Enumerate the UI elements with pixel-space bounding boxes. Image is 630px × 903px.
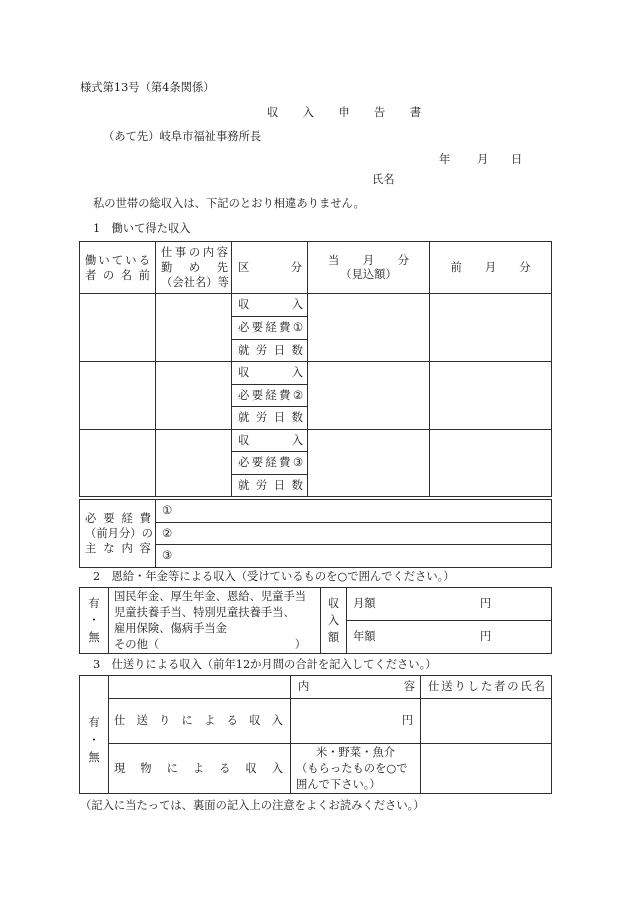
worker-header-line: 者 の 名 前 xyxy=(85,268,150,282)
content-header-label: 内 容 xyxy=(298,680,415,693)
cash-remittance-label: 仕 送 り に よ る 収 入 xyxy=(114,714,283,727)
section1-heading: 1 働いて得た収入 xyxy=(93,222,191,235)
previous-month-entry[interactable] xyxy=(430,362,552,430)
monthly-amount-label: 月額 xyxy=(353,597,376,610)
current-month-note: （見込額） xyxy=(340,267,397,281)
category-header xyxy=(232,242,308,294)
category-cell xyxy=(232,452,308,475)
job-header-line: 勤 め 先 xyxy=(161,261,228,274)
current-month-label: 当 月 分 xyxy=(328,253,409,267)
sender-header-label: 仕 送 り し た 者 の 氏 名 xyxy=(428,680,545,693)
section3-heading: 3 仕送りによる収入（前年12か月間の合計を記入してください。） xyxy=(93,658,437,671)
pension-presence-cell[interactable] xyxy=(80,588,109,654)
expense-item-1-entry[interactable] xyxy=(156,500,552,523)
worker-name-entry[interactable] xyxy=(80,362,156,430)
pension-income-table xyxy=(79,587,552,654)
section2-heading: 2 恩給・年金等による収入（受けているものを○で囲んでください。） xyxy=(93,570,455,583)
current-month-entry[interactable] xyxy=(308,294,430,362)
earned-income-table xyxy=(79,241,552,497)
category-cell xyxy=(232,385,308,407)
annual-amount-entry[interactable] xyxy=(347,621,552,654)
expense-item-number: ② xyxy=(162,526,173,540)
pension-types-cell[interactable] xyxy=(109,588,321,654)
job-entry[interactable] xyxy=(156,362,232,430)
category-header-label: 区 分 xyxy=(238,260,302,274)
worker-name-entry[interactable] xyxy=(80,294,156,362)
expenses-label-line: 必 要 経 費 xyxy=(85,512,151,525)
current-month-header xyxy=(308,242,430,294)
sender-header xyxy=(421,676,552,699)
category-cell xyxy=(232,430,308,452)
monthly-amount-entry[interactable] xyxy=(347,588,552,621)
category-expense-label: 必 要 経 費 ① xyxy=(238,321,303,334)
date-day-label: 日 xyxy=(511,153,523,166)
expense-item-2-entry[interactable] xyxy=(156,523,552,545)
category-cell xyxy=(232,340,308,362)
worker-name-entry[interactable] xyxy=(80,430,156,497)
annual-amount-label: 年額 xyxy=(353,630,376,643)
job-header-line: （ 会 社 名 ） 等 xyxy=(161,276,229,289)
previous-month-entry[interactable] xyxy=(430,430,552,497)
expenses-label-line: 主 な 内 容 xyxy=(85,542,151,555)
date-year-label: 年 xyxy=(439,153,451,166)
category-expense-label: 必 要 経 費 ② xyxy=(238,388,303,402)
worker-header-line: 働 い て い る xyxy=(85,253,150,267)
category-income-label: 収 入 xyxy=(238,298,303,311)
expense-item-number: ① xyxy=(162,504,173,517)
category-cell xyxy=(232,475,308,497)
previous-month-header xyxy=(430,242,552,294)
category-workdays-label: 就 労 日 数 xyxy=(238,343,303,357)
expenses-detail-table xyxy=(79,499,552,568)
expenses-detail-label xyxy=(80,500,156,568)
category-cell xyxy=(232,407,308,430)
category-workdays-label: 就 労 日 数 xyxy=(238,478,303,492)
expense-item-3-entry[interactable] xyxy=(156,545,552,568)
content-header xyxy=(291,676,421,699)
category-workdays-label: 就 労 日 数 xyxy=(238,411,303,424)
date-month-label: 月 xyxy=(477,153,489,166)
pension-type-line: 雇用保険、傷病手当金 xyxy=(114,621,227,635)
current-month-entry[interactable] xyxy=(308,430,430,497)
pension-type-line: 国民年金、厚生年金、恩給、児童手当 xyxy=(114,589,307,603)
in-kind-label: 現 物 に よ る 収 入 xyxy=(114,761,283,775)
in-kind-instruction-line: （もらったものを○で xyxy=(296,761,408,775)
annual-yen-unit: 円 xyxy=(480,630,492,643)
remittance-presence-cell[interactable] xyxy=(80,676,109,794)
job-entry[interactable] xyxy=(156,294,232,362)
pension-type-line: 児童扶養手当、特別児童扶養手当、 xyxy=(114,605,295,619)
category-cell xyxy=(232,317,308,340)
monthly-yen-unit: 円 xyxy=(480,597,492,610)
category-cell xyxy=(232,362,308,385)
expense-item-number: ③ xyxy=(162,549,173,562)
remittance-income-table xyxy=(79,675,552,794)
pension-type-other-line: その他（ ） xyxy=(114,637,307,651)
category-cell xyxy=(232,294,308,317)
form-number: 様式第13号（第4条関係） xyxy=(80,81,215,94)
presence-label: 有 ・ 無 xyxy=(88,716,100,764)
previous-month-label: 前 月 分 xyxy=(450,260,531,274)
category-income-label: 収 入 xyxy=(238,366,303,379)
remittance-header-blank xyxy=(109,676,291,699)
cash-remittance-label-cell xyxy=(109,699,291,744)
cash-yen-unit: 円 xyxy=(401,714,413,727)
addressee: （あて先）岐阜市福祉事務所長 xyxy=(103,130,262,143)
category-expense-label: 必 要 経 費 ③ xyxy=(238,456,303,469)
in-kind-items: 米・野菜・魚介 xyxy=(315,745,396,759)
amount-label: 収 入 額 xyxy=(327,596,340,644)
in-kind-label-cell xyxy=(109,744,291,794)
job-header-line: 仕 事 の 内 容 xyxy=(161,246,228,259)
in-kind-sender-entry[interactable] xyxy=(421,744,552,794)
name-label: 氏名 xyxy=(372,173,395,186)
footnote: （記入に当たっては、裏面の記入上の注意をよくお読みください。） xyxy=(80,799,425,812)
job-entry[interactable] xyxy=(156,430,232,497)
worker-name-header xyxy=(80,242,156,294)
previous-month-entry[interactable] xyxy=(430,294,552,362)
category-income-label: 収 入 xyxy=(238,433,303,447)
expenses-label-line: （ 前 月 分 ） の xyxy=(85,527,153,540)
amount-label-cell xyxy=(321,588,347,654)
in-kind-content-cell[interactable] xyxy=(291,744,421,794)
current-month-entry[interactable] xyxy=(308,362,430,430)
cash-sender-entry[interactable] xyxy=(421,699,552,744)
presence-label: 有 ・ 無 xyxy=(88,596,100,644)
in-kind-instruction-line: 囲んで下さい。） xyxy=(296,777,381,791)
declaration-text: 私の世帯の総収入は、下記のとおり相違ありません。 xyxy=(93,197,365,210)
cash-remittance-amount-entry[interactable] xyxy=(291,699,421,744)
form-title: 収 入 申 告 書 xyxy=(267,106,421,119)
job-header xyxy=(156,242,232,294)
